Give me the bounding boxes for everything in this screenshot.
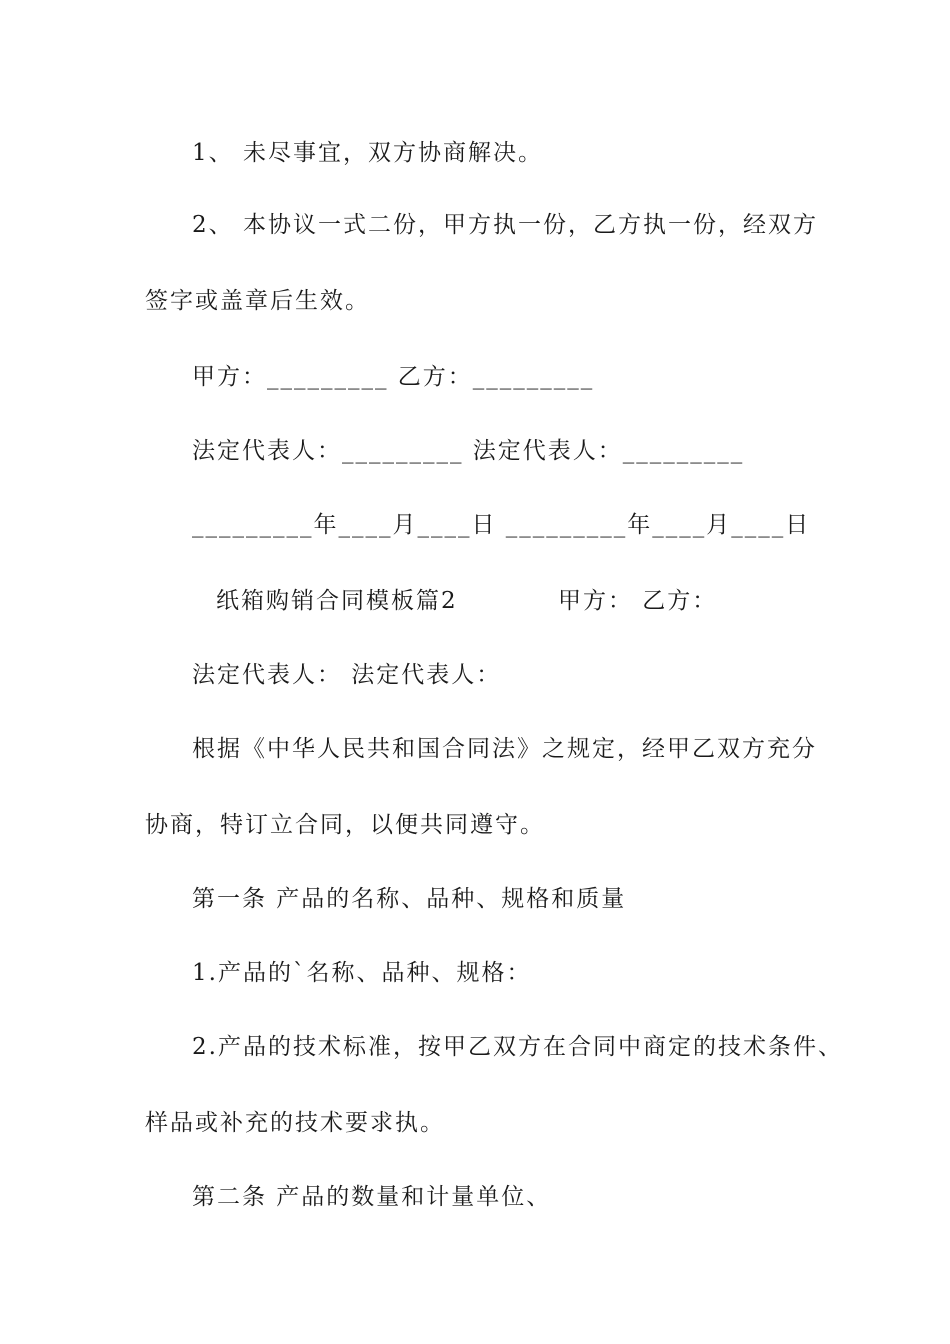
article-1-item-2: 2.产品的技术标准，按甲乙双方在合同中商定的技术条件、	[192, 1034, 843, 1060]
party-signature-line: 甲方：_________ 乙方：_________	[192, 364, 595, 390]
article-1-heading: 第一条 产品的名称、品种、规格和质量	[192, 886, 627, 912]
clause-item-2: 2、 本协议一式二份，甲方执一份，乙方执一份，经双方	[192, 212, 818, 238]
clause-item-1: 1、 未尽事宜，双方协商解决。	[192, 140, 543, 166]
preamble-paragraph-continued: 协商，特订立合同，以便共同遵守。	[145, 812, 545, 838]
date-line: _________年____月____日 _________年____月____日	[192, 512, 811, 538]
section-title: 纸箱购销合同模板篇2	[216, 588, 458, 614]
article-2-heading: 第二条 产品的数量和计量单位、	[192, 1184, 552, 1210]
legal-representative-line: 法定代表人：_________ 法定代表人：_________	[192, 438, 745, 464]
article-1-item-2-continued: 样品或补充的技术要求执。	[145, 1110, 445, 1136]
preamble-paragraph: 根据《中华人民共和国合同法》之规定，经甲乙双方充分	[192, 736, 817, 762]
clause-item-2-continued: 签字或盖章后生效。	[145, 288, 370, 314]
legal-representative-header: 法定代表人： 法定代表人：	[192, 662, 502, 688]
party-header-line: 甲方： 乙方：	[558, 588, 718, 614]
article-1-item-1: 1.产品的`名称、品种、规格：	[192, 960, 532, 986]
